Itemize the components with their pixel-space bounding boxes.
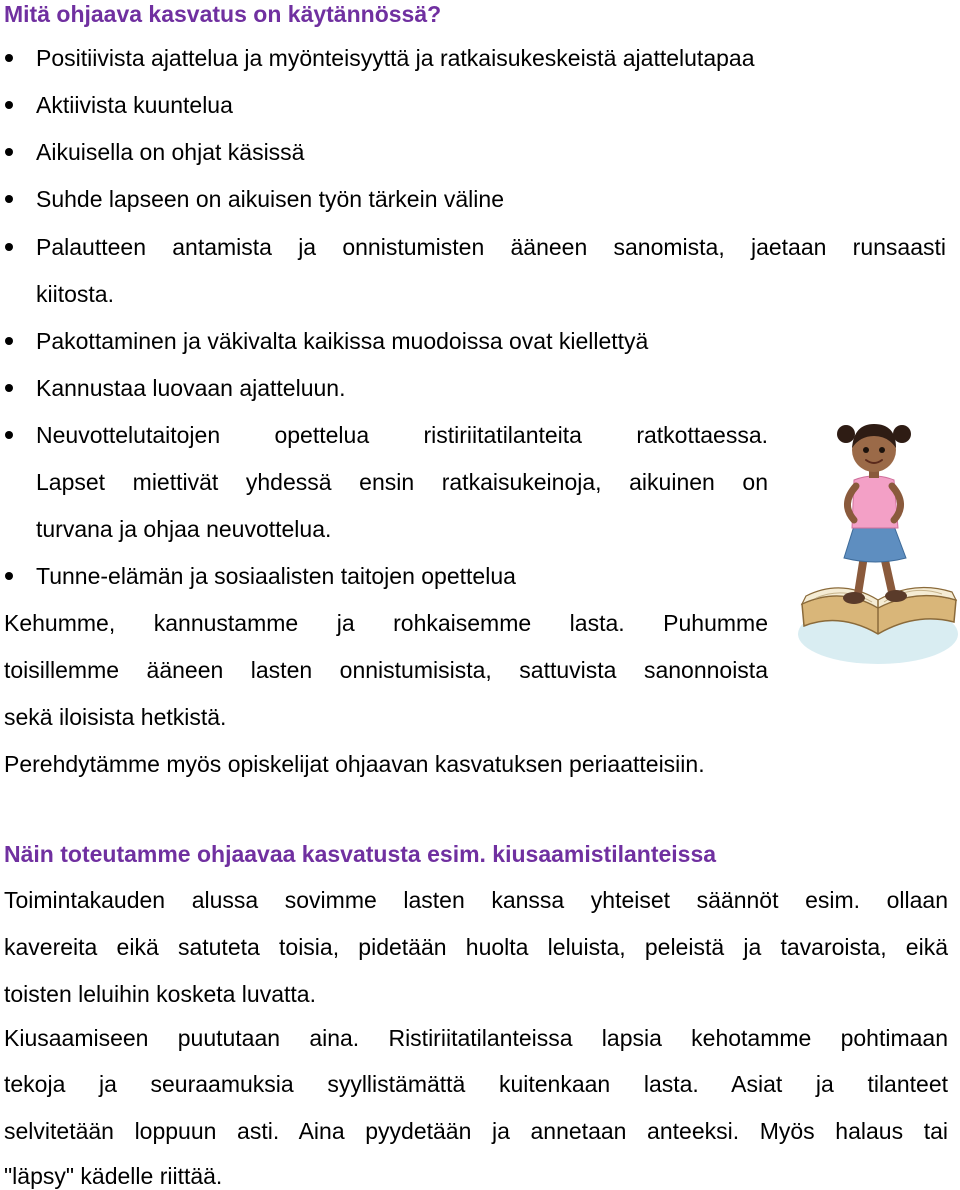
list-item: Palautteen antamista ja onnistumisten ääneen sanomista, jaetaan runsaasti (36, 234, 946, 260)
bullet-icon (5, 572, 13, 580)
list-item-continuation: turvana ja ohjaa neuvottelua. (36, 516, 332, 542)
list-item: Aikuisella on ohjat käsissä (36, 139, 305, 165)
list-item: Tunne-elämän ja sosiaalisten taitojen opettelua (36, 563, 516, 589)
list-item: Positiivista ajattelua ja myönteisyyttä ja ratkaisukeskeistä ajattelutapaa (36, 45, 755, 71)
paragraph-line: kavereita eikä satuteta toisia, pidetään huolta leluista, peleistä ja tavaroista, eikä (4, 934, 948, 960)
bullet-icon (5, 54, 13, 62)
bullet-icon (5, 243, 13, 251)
section-title-ohjaava-kasvatus: Mitä ohjaava kasvatus on käytännössä? (4, 1, 442, 27)
paragraph-line: sekä iloisista hetkistä. (4, 704, 227, 730)
list-item-continuation: Lapset miettivät yhdessä ensin ratkaisukeinoja, aikuinen on (36, 469, 768, 495)
list-item: Kannustaa luovaan ajatteluun. (36, 375, 346, 401)
paragraph-line: Toimintakauden alussa sovimme lasten kanssa yhteiset säännöt esim. ollaan (4, 887, 948, 913)
paragraph-line: "läpsy" kädelle riittää. (4, 1163, 223, 1189)
bullet-icon (5, 431, 13, 439)
list-item: Suhde lapseen on aikuisen työn tärkein väline (36, 186, 504, 212)
paragraph-line: selvitetään loppuun asti. Aina pyydetään ja annetaan anteeksi. Myös halaus tai (4, 1118, 948, 1144)
paragraph-line: toisten leluihin kosketa luvatta. (4, 981, 316, 1007)
paragraph-line: Kiusaamiseen puututaan aina. Ristiriitatilanteissa lapsia kehotamme pohtimaan (4, 1025, 948, 1051)
bullet-icon (5, 148, 13, 156)
paragraph-line: Perehdytämme myös opiskelijat ohjaavan kasvatuksen periaatteisiin. (4, 751, 705, 777)
list-item: Aktiivista kuuntelua (36, 92, 233, 118)
bullet-icon (5, 101, 13, 109)
bullet-icon (5, 384, 13, 392)
list-item: Pakottaminen ja väkivalta kaikissa muodoissa ovat kiellettyä (36, 328, 649, 354)
list-item: Neuvottelutaitojen opettelua ristiriitatilanteita ratkottaessa. (36, 422, 768, 448)
paragraph-line: toisillemme ääneen lasten onnistumisista, sattuvista sanonnoista (4, 657, 768, 683)
section-title-kiusaamistilanteet: Näin toteutamme ohjaavaa kasvatusta esim. kiusaamistilanteissa (4, 841, 717, 867)
paragraph-line: tekoja ja seuraamuksia syyllistämättä kuitenkaan lasta. Asiat ja tilanteet (4, 1071, 948, 1097)
list-item-continuation: kiitosta. (36, 281, 114, 307)
bullet-icon (5, 337, 13, 345)
girl-on-book-illustration (796, 408, 960, 670)
bullet-icon (5, 195, 13, 203)
paragraph-line: Kehumme, kannustamme ja rohkaisemme lasta. Puhumme (4, 610, 768, 636)
